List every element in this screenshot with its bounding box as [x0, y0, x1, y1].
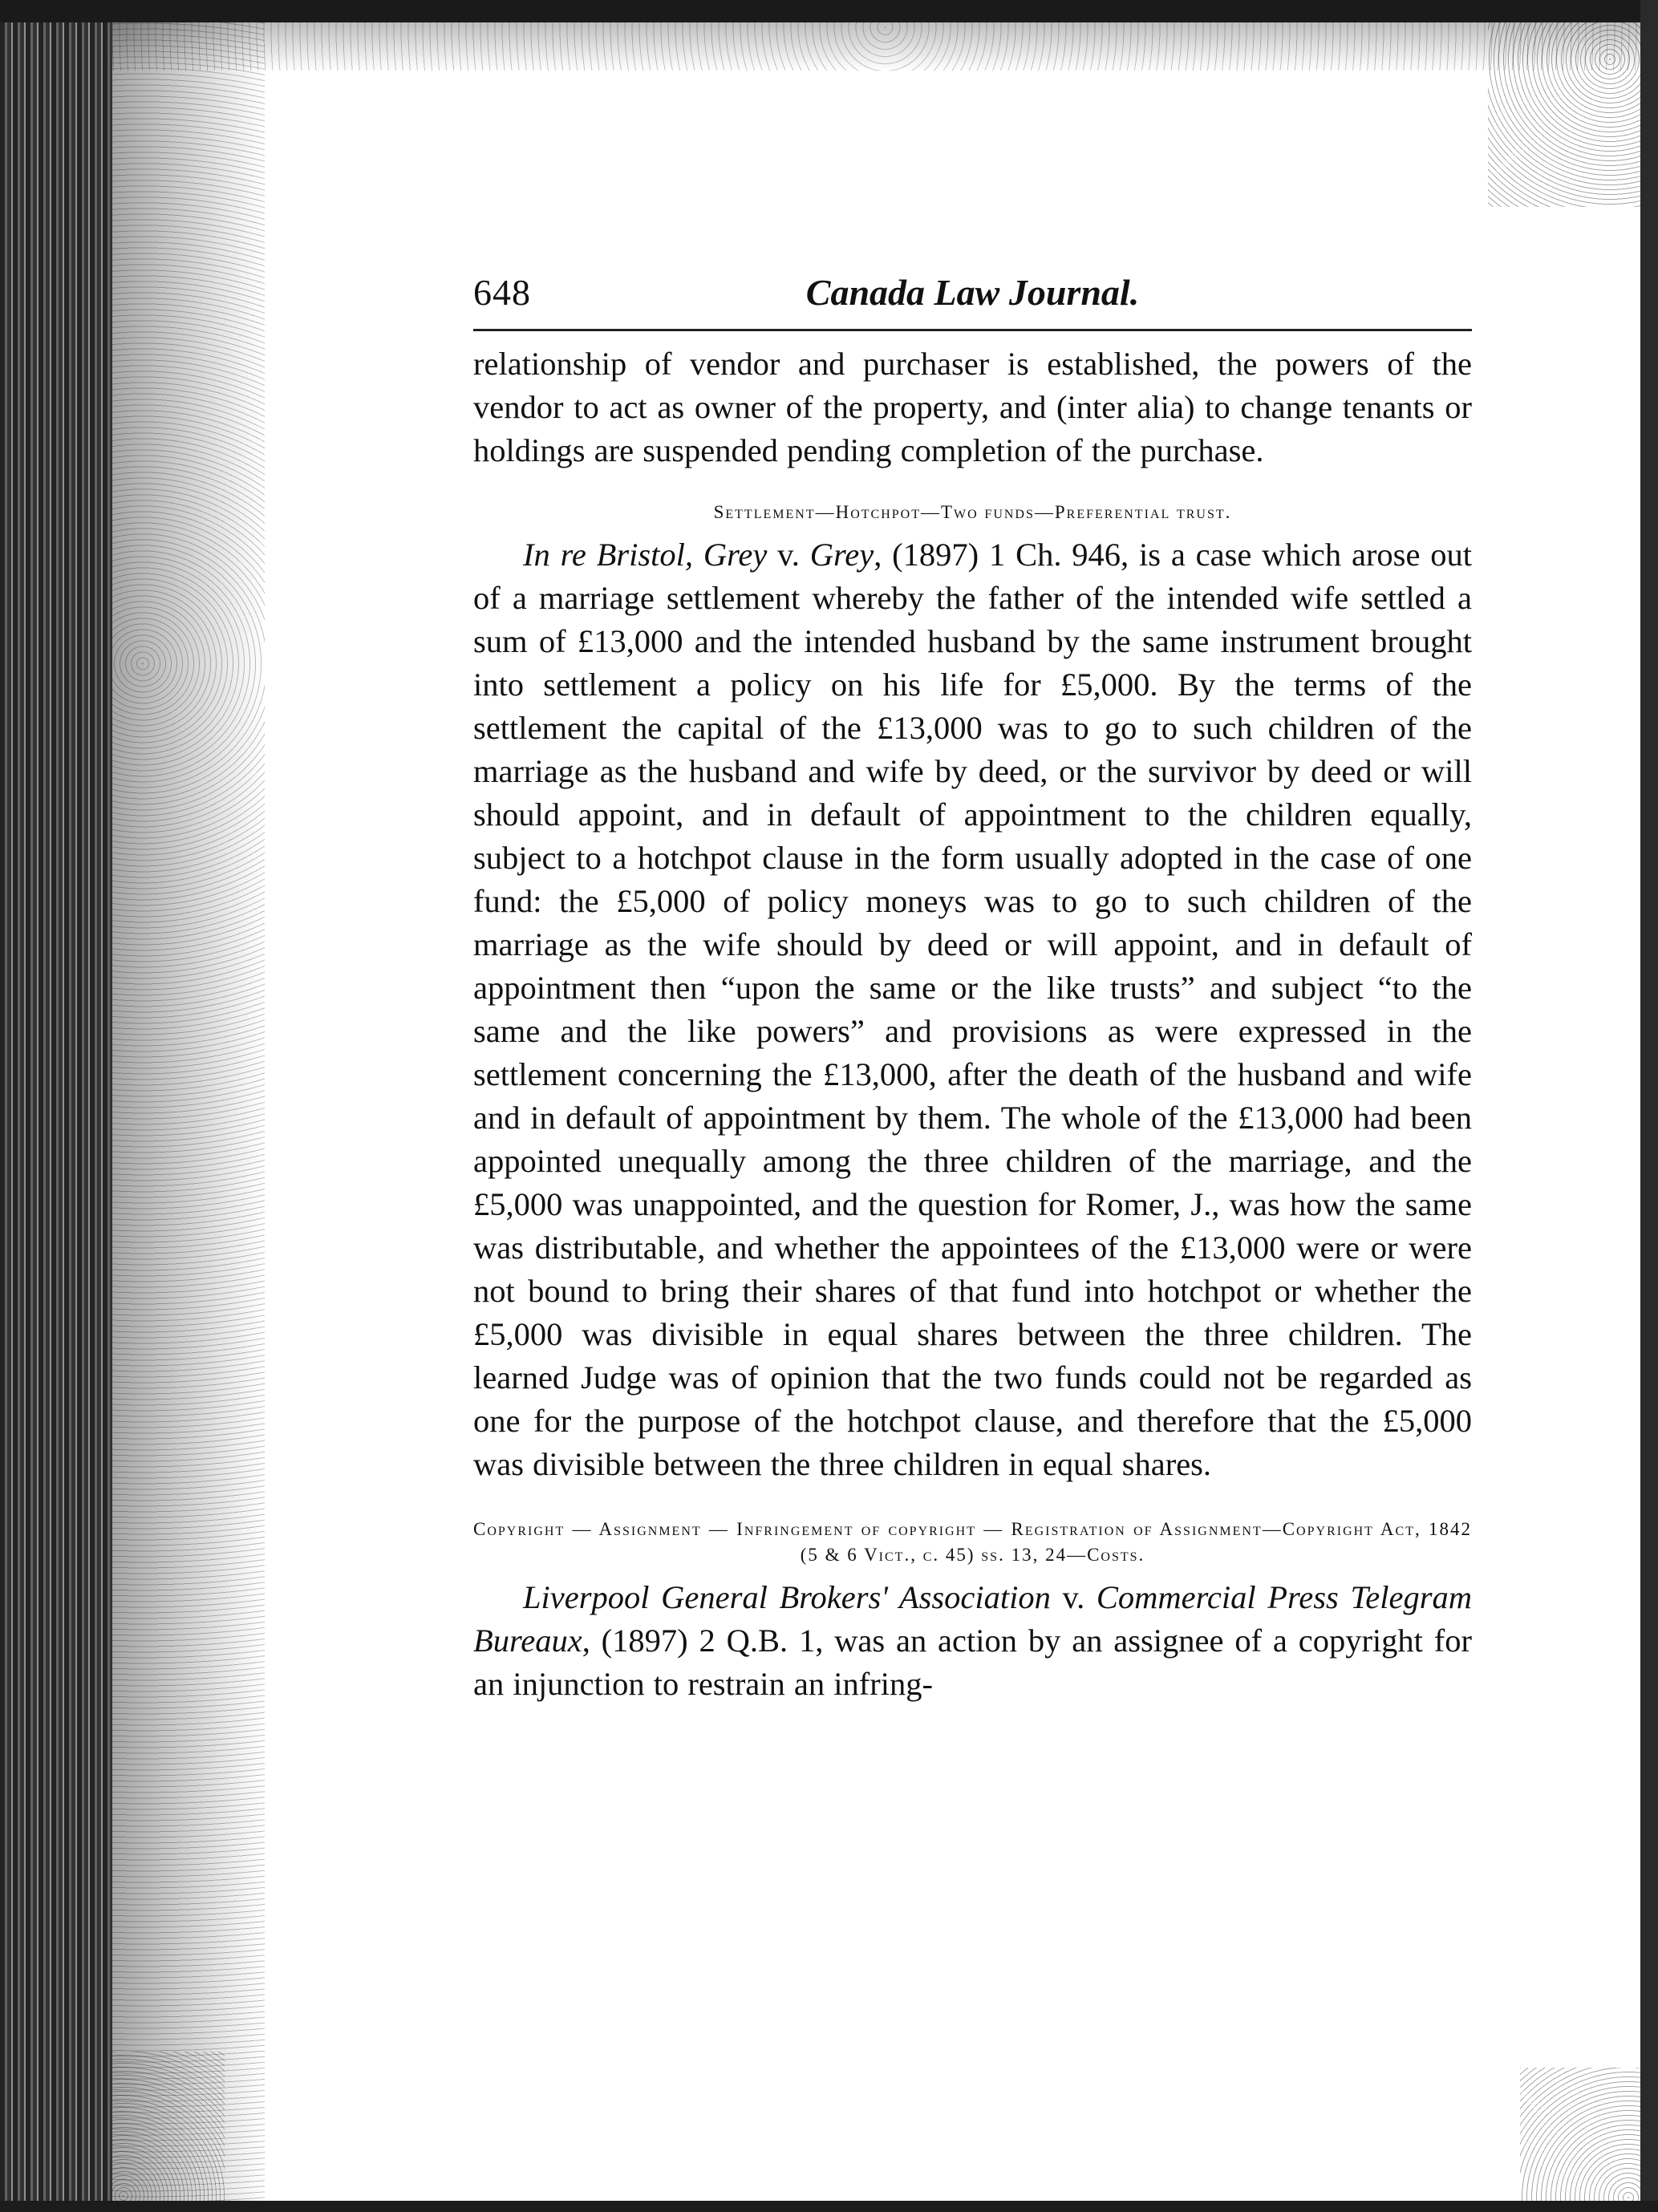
- scan-speckle-bottom-right: [1520, 2068, 1640, 2212]
- page-number: 648: [473, 272, 531, 313]
- scan-top-edge: [0, 0, 1658, 22]
- paragraph-liverpool-brokers: [473, 1576, 1472, 1706]
- scan-speckle-left: [112, 0, 265, 2212]
- case-name-part1: In re Bristol, Grey: [523, 537, 768, 573]
- case-name-part2: Grey: [809, 537, 874, 573]
- scan-right-edge: [1640, 0, 1658, 2212]
- page-text-block: [473, 265, 1472, 1706]
- case-body: , (1897) 1 Ch. 946, is a case which arose out of a marriage settlement whereby the father of the intended wife settled a sum of £13,000 and the intended husband by the same instrument brought into settlement a policy on his life for £5,000. By the terms of the settlement the capital of the £13,000 was to go to such children of the marriage as the husband and wife by deed, or the survivor by deed or will should appoint, and in default of appointment to the children equally, subject to a hotchpot clause in the form usually adopted in the case of one fund: the £5,000 of policy moneys was to go to such children of the marriage as the wife should by deed or will appoint, and in default of appointment then “upon the same or the like trusts” and subject “to the same and the like powers” and provisions as were expressed in the settlement concerning the £13,000, after the death of the husband and wife and in default of appointment by them. The whole of the £13,000 had been appointed unequally among the three children of the marriage, and the £5,000 was unappointed, and the question for Romer, J., was how the same was distributable, and whether the appointees of the £13,000 were or were not bound to bring their shares of that fund into hotchpot or whether the £5,000 was divisible in equal shares between the three children. The learned Judge was of opinion that the two funds could not be regarded as one for the purpose of the hotchpot clause, and therefore that the £5,000 was divisible between the three children in equal shares.: [473, 537, 1473, 1482]
- case-versus: v.: [1050, 1579, 1097, 1615]
- case-versus: v.: [767, 537, 810, 573]
- journal-title: Canada Law Journal.: [805, 272, 1140, 313]
- scan-speckle-top-right: [1488, 22, 1640, 207]
- section-heading-settlement: Settlement—Hotchpot—Two funds—Preferential trust.: [713, 502, 1232, 522]
- case-name-part1: Liverpool General Brokers' Association: [523, 1579, 1051, 1615]
- section-heading-copyright: Copyright — Assignment — Infringement of copyright — Registration of Assignment—Copyright Act, 1842 (5 & 6 Vict., c. 45) ss. 13, 24—Costs.: [473, 1519, 1472, 1565]
- scan-speckle-bottom-left: [112, 2052, 225, 2212]
- scan-binding-shadow: [0, 0, 112, 2212]
- paragraph-bristol-v-grey: [473, 533, 1472, 1486]
- scan-speckle-top: [112, 22, 1658, 71]
- continuation-paragraph: relationship of vendor and purchaser is established, the powers of the vendor to act as owner of the property, and (inter alia) to change tenants or holdings are suspended pending completion of the purchase.: [473, 346, 1472, 468]
- case-name-part2: Commercial Press Telegram Bureaux: [473, 1579, 1472, 1659]
- case-body: , (1897) 2 Q.B. 1, was an action by an assignee of a copyright for an injunction to restrain an infring-: [473, 1623, 1472, 1702]
- running-head: [473, 265, 1472, 331]
- scan-bottom-edge: [0, 2201, 1658, 2212]
